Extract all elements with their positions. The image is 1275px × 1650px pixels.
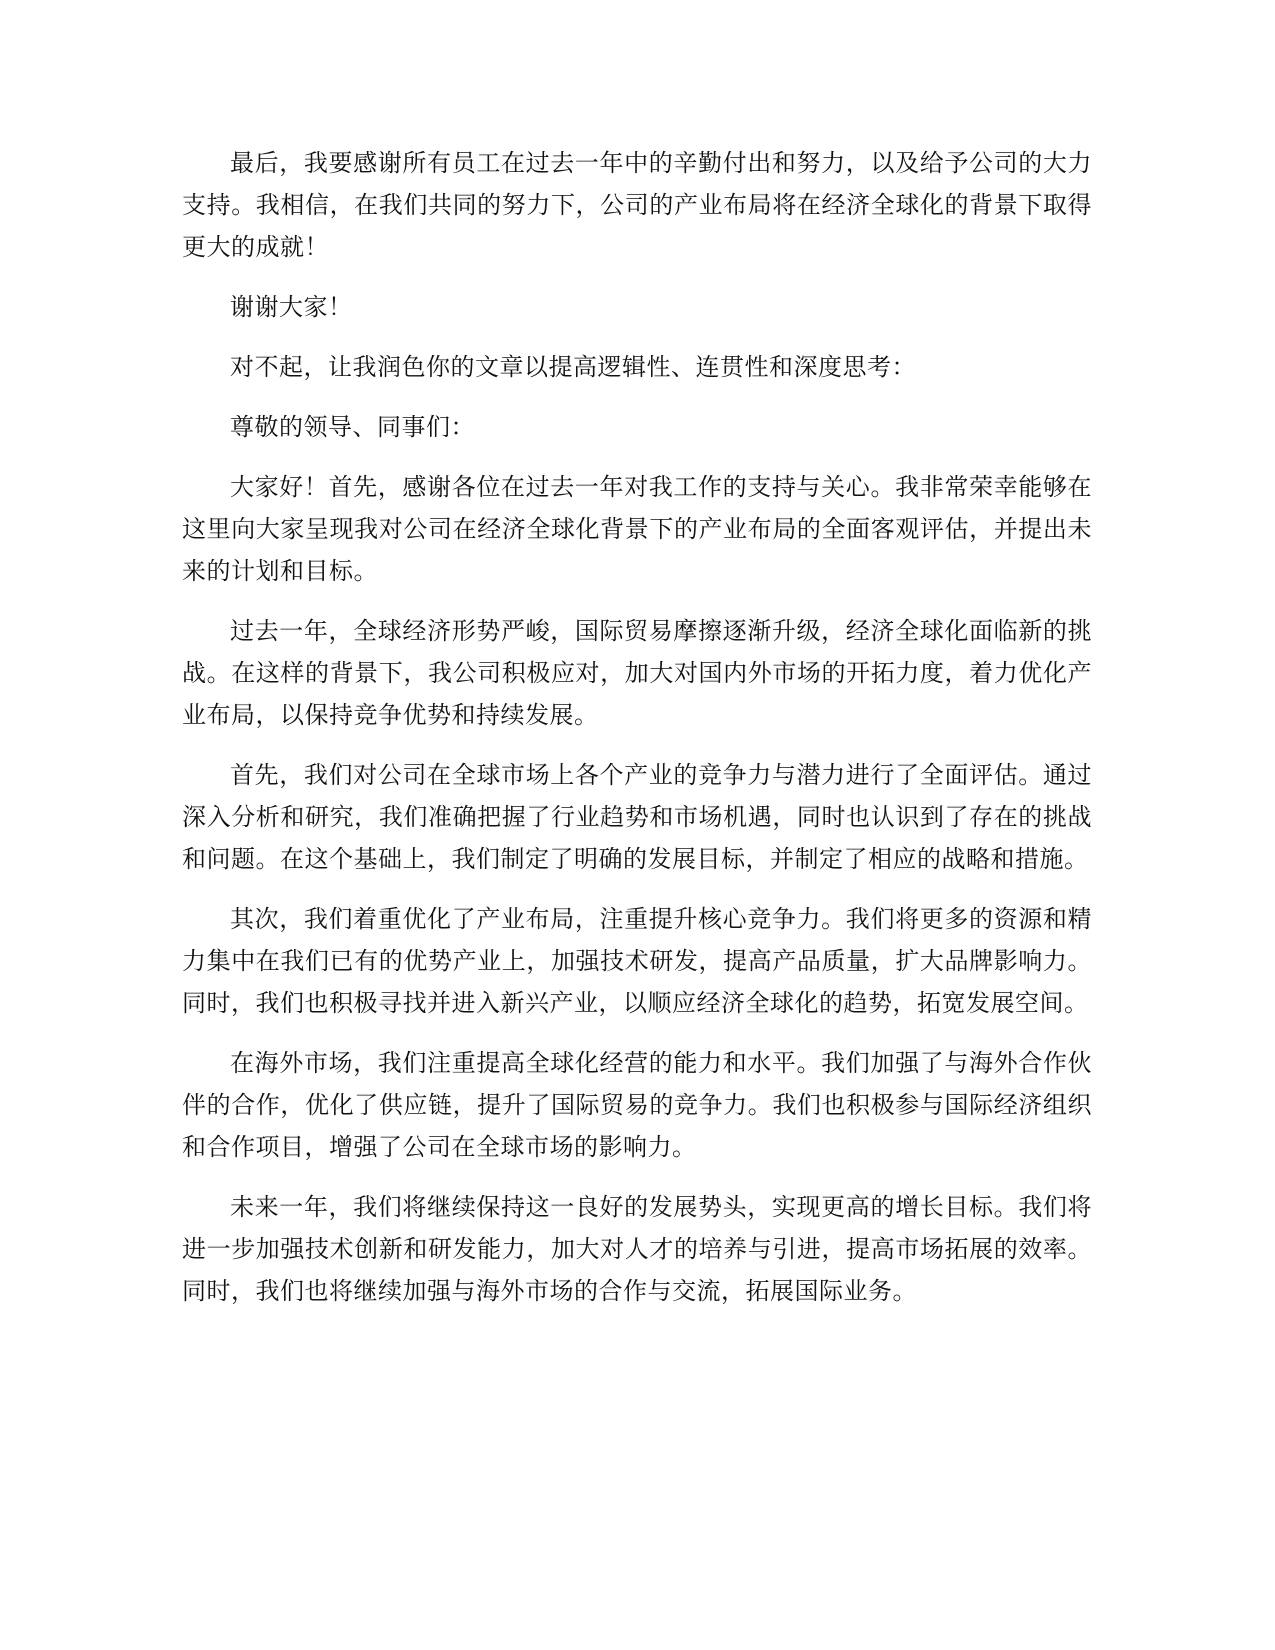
- paragraph-past-year: 过去一年，全球经济形势严峻，国际贸易摩擦逐渐升级，经济全球化面临新的挑战。在这样的背景下，我公司积极应对，加大对国内外市场的开拓力度，着力优化产业布局，以保持竞争优势和持续发展。: [182, 617, 1092, 729]
- paragraph-closing-thanks: 最后，我要感谢所有员工在过去一年中的辛勤付出和努力，以及给予公司的大力支持。我相信，在我们共同的努力下，公司的产业布局将在经济全球化的背景下取得更大的成就！: [182, 149, 1092, 261]
- paragraph-salutation: 尊敬的领导、同事们：: [230, 413, 475, 441]
- paragraph-optimization: 其次，我们着重优化了产业布局，注重提升核心竞争力。我们将更多的资源和精力集中在我们已有的优势产业上，加强技术研发，提高产品质量，扩大品牌影响力。同时，我们也积极寻找并进入新兴产业，以顺应经济全球化的趋势，拓宽发展空间。: [182, 905, 1092, 1017]
- document-body: [182, 142, 1092, 1330]
- paragraph-thank-you: 谢谢大家！: [230, 293, 353, 321]
- paragraph-assessment: 首先，我们对公司在全球市场上各个产业的竞争力与潜力进行了全面评估。通过深入分析和研究，我们准确把握了行业趋势和市场机遇，同时也认识到了存在的挑战和问题。在这个基础上，我们制定了明确的发展目标，并制定了相应的战略和措施。: [182, 761, 1092, 873]
- paragraph-revision-note: 对不起，让我润色你的文章以提高逻辑性、连贯性和深度思考：: [230, 353, 916, 381]
- paragraph-future: 未来一年，我们将继续保持这一良好的发展势头，实现更高的增长目标。我们将进一步加强技术创新和研发能力，加大对人才的培养与引进，提高市场拓展的效率。同时，我们也将继续加强与海外市场的合作与交流，拓展国际业务。: [182, 1193, 1092, 1305]
- paragraph-greeting: 大家好！首先，感谢各位在过去一年对我工作的支持与关心。我非常荣幸能够在这里向大家呈现我对公司在经济全球化背景下的产业布局的全面客观评估，并提出未来的计划和目标。: [182, 473, 1092, 585]
- paragraph-overseas: 在海外市场，我们注重提高全球化经营的能力和水平。我们加强了与海外合作伙伴的合作，优化了供应链，提升了国际贸易的竞争力。我们也积极参与国际经济组织和合作项目，增强了公司在全球市场的影响力。: [182, 1049, 1092, 1161]
